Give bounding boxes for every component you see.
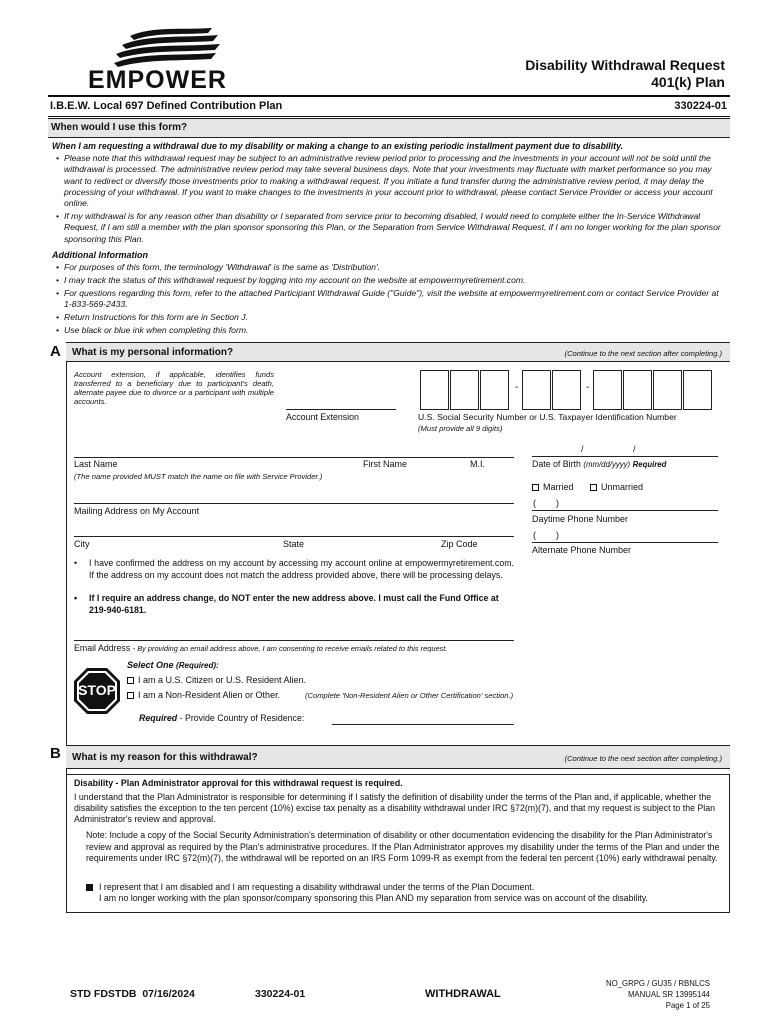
logo-wordmark: EMPOWER: [88, 66, 227, 94]
when-bullet-1: • Please note that this withdrawal request may be subject to an administrative review period prior to processing and the investments in your account will not be sold until the withdrawal is processed. The administrative review period may take several business days. Note that your investments may fluctuate with market performance so you may want to redirect or diversify those investments prior to making a withdrawal request. If you initiate a fund transfer during the administrative review period, it may delay the processing of your withdrawal. If you want to make changes to the investments in your account prior to withdrawal, please contact Service Provider or access your account online.: [56, 153, 713, 209]
footer-right-codes: NO_GRPG / GU35 / RBNLCS MANUAL SR 13995144 Page 1 of 25: [606, 979, 710, 1010]
footer-form-code: STD FDSTDB 07/16/2024: [70, 988, 195, 1000]
account-extension-field[interactable]: [286, 409, 396, 410]
logo-waves-icon: [112, 26, 222, 68]
section-b-letter: B: [50, 745, 61, 762]
plan-number: 330224-01: [674, 100, 727, 112]
mi-label: M.I.: [470, 459, 485, 469]
zip-code-label: Zip Code: [441, 539, 478, 549]
section-a-letter: A: [50, 343, 61, 360]
city-label: City: [74, 539, 90, 549]
daytime-phone-label: Daytime Phone Number: [532, 514, 629, 524]
citizen-option[interactable]: I am a U.S. Citizen or U.S. Resident Alien.: [127, 675, 306, 685]
select-one-label: Select One (Required):: [127, 660, 219, 670]
ssn-digit-5[interactable]: [552, 370, 581, 410]
mailing-address-label: Mailing Address on My Account: [74, 506, 200, 516]
dob-field[interactable]: [532, 456, 718, 457]
ssn-digit-9[interactable]: [683, 370, 712, 410]
section-a-continue-note: (Continue to the next section after completing.): [564, 349, 722, 358]
account-extension-note: Account extension, if applicable, identifies funds transferred to a beneficiary due to participant's death, alternate payee due to divorce or a participant with multiple accounts.: [74, 370, 274, 406]
disability-checkbox[interactable]: [86, 884, 93, 891]
first-name-label: First Name: [363, 459, 408, 469]
disability-note: Note: Include a copy of the Social Security Administration's determination of disability or other documentation evidencing the disability for the Plan Administrator's review and approval as required by the Plan's administrative procedures. If the Plan Administrator approves my disability under the terms of the Plan and under the requirements under IRC §72(m)(7), the withdrawal will be reported on an IRS Form 1099-R as exempt from the federal ten percent (10%) early withdrawal penalty.: [86, 830, 720, 863]
country-of-residence-row: Required - Provide Country of Residence:: [139, 713, 305, 723]
empower-logo: [84, 26, 234, 94]
dob-slash-1: /: [581, 444, 584, 454]
name-note: (The name provided MUST match the name on file with Service Provider.): [74, 472, 323, 481]
additional-bullet-4: • Return Instructions for this form are in Section J.: [56, 312, 248, 322]
citizen-checkbox[interactable]: [127, 677, 134, 684]
ssn-dash-2: -: [586, 382, 590, 393]
ssn-digit-2[interactable]: [450, 370, 479, 410]
ssn-dash-1: -: [515, 382, 519, 393]
when-bullet-2: • If my withdrawal is for any reason other than disability or I separated from service prior to becoming disabled, I would need to complete either the In-Service Withdrawal Request, if I am still a member with the plan sponsor sponsoring this Plan, or the Separation from Service Withdrawal Request, if I am no longer working for the plan sponsor sponsoring this Plan.: [56, 211, 721, 244]
section-b-title: What is my reason for this withdrawal?: [72, 752, 258, 763]
plan-name: I.B.E.W. Local 697 Defined Contribution Plan: [50, 100, 283, 112]
disability-paragraph: I understand that the Plan Administrator is responsible for determining if I satisfy the definition of disability under the terms of the Plan and, if applicable, whether the disability satisfies the exception to the ten percent (10%) excise tax penalty as a disability withdrawal under IRC §72(m)(7), and that my request is subject to the Plan Administrator's review and approval.: [74, 792, 716, 825]
ssn-digit-6[interactable]: [593, 370, 622, 410]
disability-subheading: Disability - Plan Administrator approval for this withdrawal request is required.: [74, 778, 403, 788]
ssn-digit-4[interactable]: [522, 370, 551, 410]
address-change-bullet: • If I require an address change, do NOT enter the new address above. I must call the Fund Office at 219-940-6181.: [74, 593, 499, 615]
married-checkbox[interactable]: [532, 484, 539, 491]
additional-bullet-1: • For purposes of this form, the terminology 'Withdrawal' is the same as 'Distribution'.: [56, 262, 380, 272]
ssn-digit-8[interactable]: [653, 370, 682, 410]
married-option[interactable]: Married: [532, 482, 574, 492]
email-field[interactable]: [74, 640, 514, 641]
disability-attestation[interactable]: I represent that I am disabled and I am requesting a disability withdrawal under the terms of the Plan Document. I am no longer working with the plan sponsor/company sponsoring this Plan AND my separation from service was on account of the disability.: [86, 882, 726, 904]
additional-bullet-3: • For questions regarding this form, refer to the attached Participant Withdrawal Guide ("Guide"), visit the website at empowermyretirement.com or contact Service Provider at 1-833-569-2433.: [56, 288, 719, 310]
section-b-continue-note: (Continue to the next section after completing.): [564, 754, 722, 763]
dob-label: Date of Birth (mm/dd/yyyy) Required: [532, 459, 667, 469]
form-title: Disability Withdrawal Request: [525, 57, 725, 73]
alt-phone-parens: ( ): [533, 530, 559, 540]
footer-form-type: WITHDRAWAL: [425, 988, 501, 1000]
footer-plan-number: 330224-01: [255, 988, 306, 1000]
section-b-heading-bar: [66, 745, 730, 769]
confirm-address-bullet: • I have confirmed the address on my account by accessing my account online at empowermyretirement.com. If the address on my account does not match the address provided above, there will be processing delays.: [74, 558, 514, 580]
ssn-digit-7[interactable]: [623, 370, 652, 410]
ssn-digit-3[interactable]: [480, 370, 509, 410]
daytime-phone-field[interactable]: [532, 510, 718, 511]
nonresident-option[interactable]: I am a Non-Resident Alien or Other.: [127, 690, 280, 700]
ssn-note: (Must provide all 9 digits): [418, 424, 503, 433]
unmarried-checkbox[interactable]: [590, 484, 597, 491]
unmarried-option[interactable]: Unmarried: [590, 482, 643, 492]
stop-text: STOP: [78, 682, 116, 698]
nonresident-checkbox[interactable]: [127, 692, 134, 699]
country-of-residence-field[interactable]: [332, 724, 514, 725]
nonresident-note: (Complete 'Non-Resident Alien or Other Certification' section.): [305, 691, 514, 700]
last-name-field[interactable]: [74, 457, 514, 458]
additional-bullet-2: • I may track the status of this withdrawal request by logging into my account on the website at empowermyretirement.com.: [56, 275, 526, 285]
when-heading: When would I use this form?: [51, 122, 188, 133]
alternate-phone-label: Alternate Phone Number: [532, 545, 632, 555]
ssn-label: U.S. Social Security Number or U.S. Taxpayer Identification Number: [418, 412, 677, 422]
state-label: State: [283, 539, 305, 549]
when-intro: When I am requesting a withdrawal due to my disability or making a change to an existing periodic installment payment due to disability.: [52, 141, 624, 151]
dob-slash-2: /: [633, 444, 636, 454]
last-name-label: Last Name: [74, 459, 118, 469]
form-subtitle: 401(k) Plan: [651, 74, 725, 90]
when-heading-bar: [48, 118, 730, 138]
additional-bullet-5: • Use black or blue ink when completing this form.: [56, 325, 249, 335]
page-number: Page 1 of 25: [665, 1001, 710, 1010]
mailing-address-field[interactable]: [74, 503, 514, 504]
ssn-digit-1[interactable]: [420, 370, 449, 410]
stop-sign-icon: [73, 667, 121, 715]
email-label-row: Email Address - By providing an email address above, I am consenting to receive emails related to this request.: [74, 643, 448, 653]
daytime-phone-parens: ( ): [533, 498, 559, 508]
additional-info-heading: Additional Information: [52, 250, 148, 260]
alternate-phone-field[interactable]: [532, 542, 718, 543]
section-a-heading-bar: [66, 342, 730, 362]
section-a-title: What is my personal information?: [72, 347, 234, 358]
city-state-zip-field[interactable]: [74, 536, 514, 537]
account-extension-label: Account Extension: [286, 412, 359, 422]
